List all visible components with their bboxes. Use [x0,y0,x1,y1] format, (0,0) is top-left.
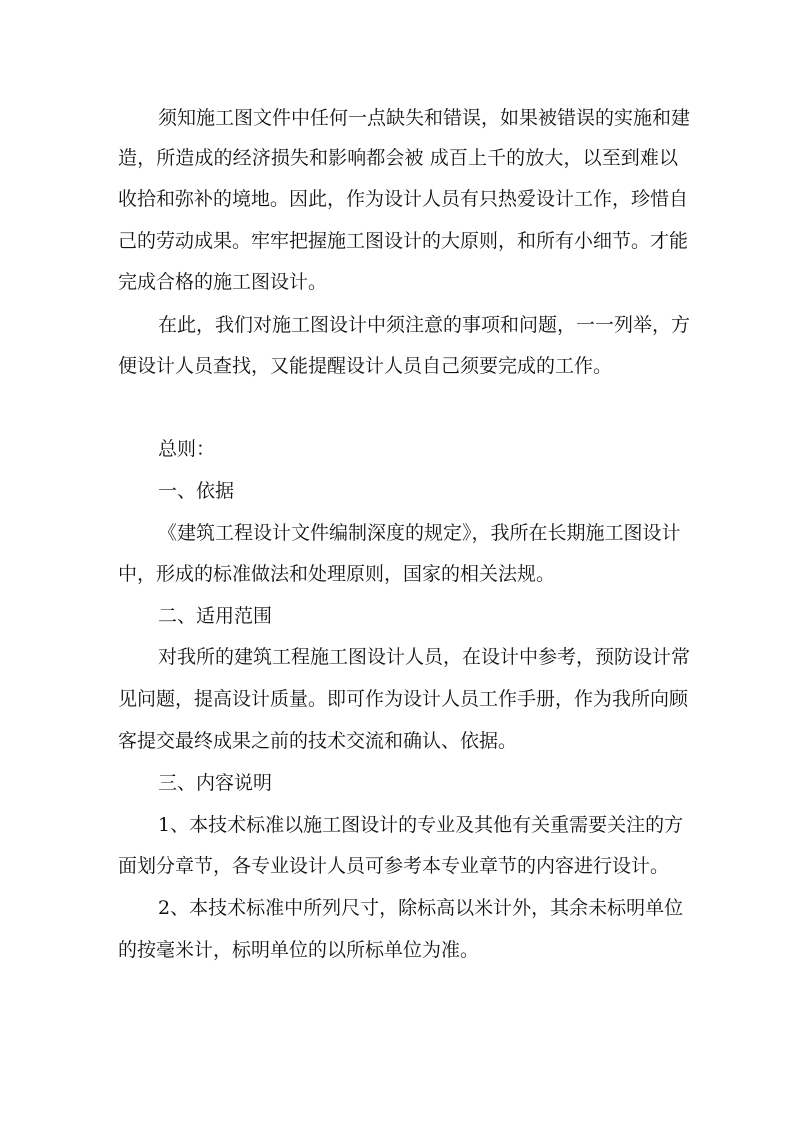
paragraph2-line1: 在此，我们对施工图设计中须注意的事项和问题，一一列举，方 [158,314,691,336]
general-heading: 总则： [158,438,216,460]
paragraph1-line2: 造，所造成的经济损失和影响都会被 成百上千的放大，以至到难以 [118,147,678,169]
section3-item2-line2: 的按毫米计，标明单位的以所标单位为准。 [118,939,480,961]
paragraph1-line1: 须知施工图文件中任何一点缺失和错误，如果被错误的实施和建 [158,107,691,129]
section3-item1-line1: 1、本技术标准以施工图设计的专业及其他有关重需要关注的方 [158,814,684,836]
section1-line1: 《建筑工程设计文件编制深度的规定》，我所在长期施工图设计 [158,522,681,544]
section1-line2: 中，形成的标准做法和处理原则，国家的相关法规。 [118,563,556,585]
section3-item2-line1: 2、本技术标准中所列尺寸，除标高以米计外，其余未标明单位 [158,897,684,919]
section2-line1: 对我所的建筑工程施工图设计人员，在设计中参考，预防设计常 [158,646,691,668]
section2-line2: 见问题，提高设计质量。即可作为设计人员工作手册，作为我所向顾 [118,688,689,710]
paragraph1-line4: 己的劳动成果。牢牢把握施工图设计的大原则，和所有小细节。才能 [118,230,689,252]
section2-heading: 二、适用范围 [158,605,273,627]
section1-heading: 一、依据 [158,480,235,502]
section3-heading: 三、内容说明 [158,772,273,794]
section3-item1-line2: 面划分章节，各专业设计人员可参考本专业章节的内容进行设计。 [118,855,670,877]
paragraph1-line3: 收拾和弥补的境地。因此，作为设计人员有只热爱设计工作，珍惜自 [118,188,689,210]
paragraph1-line5: 完成合格的施工图设计。 [118,271,328,293]
section2-line3: 客提交最终成果之前的技术交流和确认、依据。 [118,730,518,752]
paragraph2-line2: 便设计人员查找，又能提醒设计人员自己须要完成的工作。 [118,355,613,377]
